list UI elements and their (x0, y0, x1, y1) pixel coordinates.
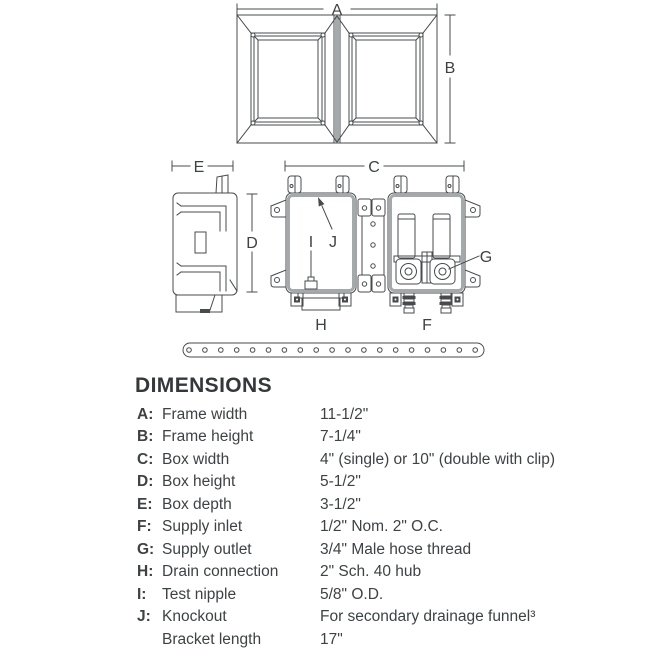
dimension-label: Supply inlet (162, 518, 243, 536)
label-i: I (308, 234, 314, 251)
dimension-value: 2" Sch. 40 hub (320, 563, 422, 581)
dimensions-table (137, 404, 635, 650)
label-f: F (422, 317, 432, 334)
dimension-value: 7-1/4" (320, 428, 361, 446)
dimension-label: Bracket length (162, 630, 262, 648)
dimension-value: 17" (320, 630, 343, 648)
dimension-key: D: (137, 473, 154, 491)
box-front-view-valves (388, 176, 492, 334)
frame-front-view (237, 15, 437, 143)
dimension-label: Test nipple (162, 585, 237, 603)
dimension-label: Box width (162, 450, 230, 468)
label-j: J (329, 234, 337, 251)
label-e: E (193, 159, 205, 176)
dimension-label: Frame width (162, 406, 248, 423)
box-front-view-empty (271, 176, 356, 334)
dimension-label: Box height (162, 473, 236, 491)
label-d: D (246, 235, 258, 252)
dimension-key: G: (137, 540, 155, 558)
dimensions-section (135, 374, 635, 650)
double-box-clip (358, 199, 385, 292)
dimension-label: Box depth (162, 495, 232, 513)
dimension-value: 3/4" Male hose thread (320, 540, 472, 558)
dimension-value: 4" (single) or 10" (double with clip) (320, 450, 555, 468)
dimension-key: C: (137, 450, 154, 468)
label-c: C (368, 159, 380, 176)
dimension-line-box-height (246, 194, 258, 292)
dimensions-title: DIMENSIONS (135, 374, 273, 397)
dimension-value: 5/8" O.D. (320, 585, 384, 603)
mounting-bracket-strip (183, 343, 484, 357)
dimension-key: J: (137, 608, 151, 626)
dimension-line-frame-height (445, 15, 456, 143)
label-b: B (444, 60, 456, 77)
dimension-key: B: (137, 428, 154, 446)
dimension-label: Drain connection (162, 563, 279, 581)
dimension-value: 5-1/2" (320, 473, 361, 491)
dimension-label: Frame height (162, 428, 254, 446)
dimension-value: For secondary drainage funnel³ (320, 608, 536, 626)
dimension-key (137, 629, 162, 650)
dimension-key: I: (137, 585, 147, 603)
box-side-view (173, 175, 237, 313)
dimension-line-box-width (285, 159, 464, 176)
dimension-value: 3-1/2" (320, 495, 361, 513)
supply-inlet-left (403, 293, 416, 313)
dimension-value: 11-1/2" (320, 406, 369, 423)
dimension-key: A: (137, 406, 154, 423)
dimension-line-frame-width (237, 2, 437, 19)
dimension-label: Knockout (162, 608, 227, 626)
dimension-value: 1/2" Nom. 2" O.C. (320, 518, 443, 536)
dimension-key: F: (137, 518, 152, 536)
dimension-line-box-depth (172, 159, 233, 176)
dimension-key: E: (137, 495, 153, 513)
supply-inlet-right (440, 293, 453, 313)
label-g: G (479, 249, 493, 266)
label-a: A (331, 2, 343, 19)
dimension-label: Supply outlet (162, 540, 252, 558)
dimension-key: H: (137, 563, 154, 581)
label-h: H (315, 317, 327, 334)
